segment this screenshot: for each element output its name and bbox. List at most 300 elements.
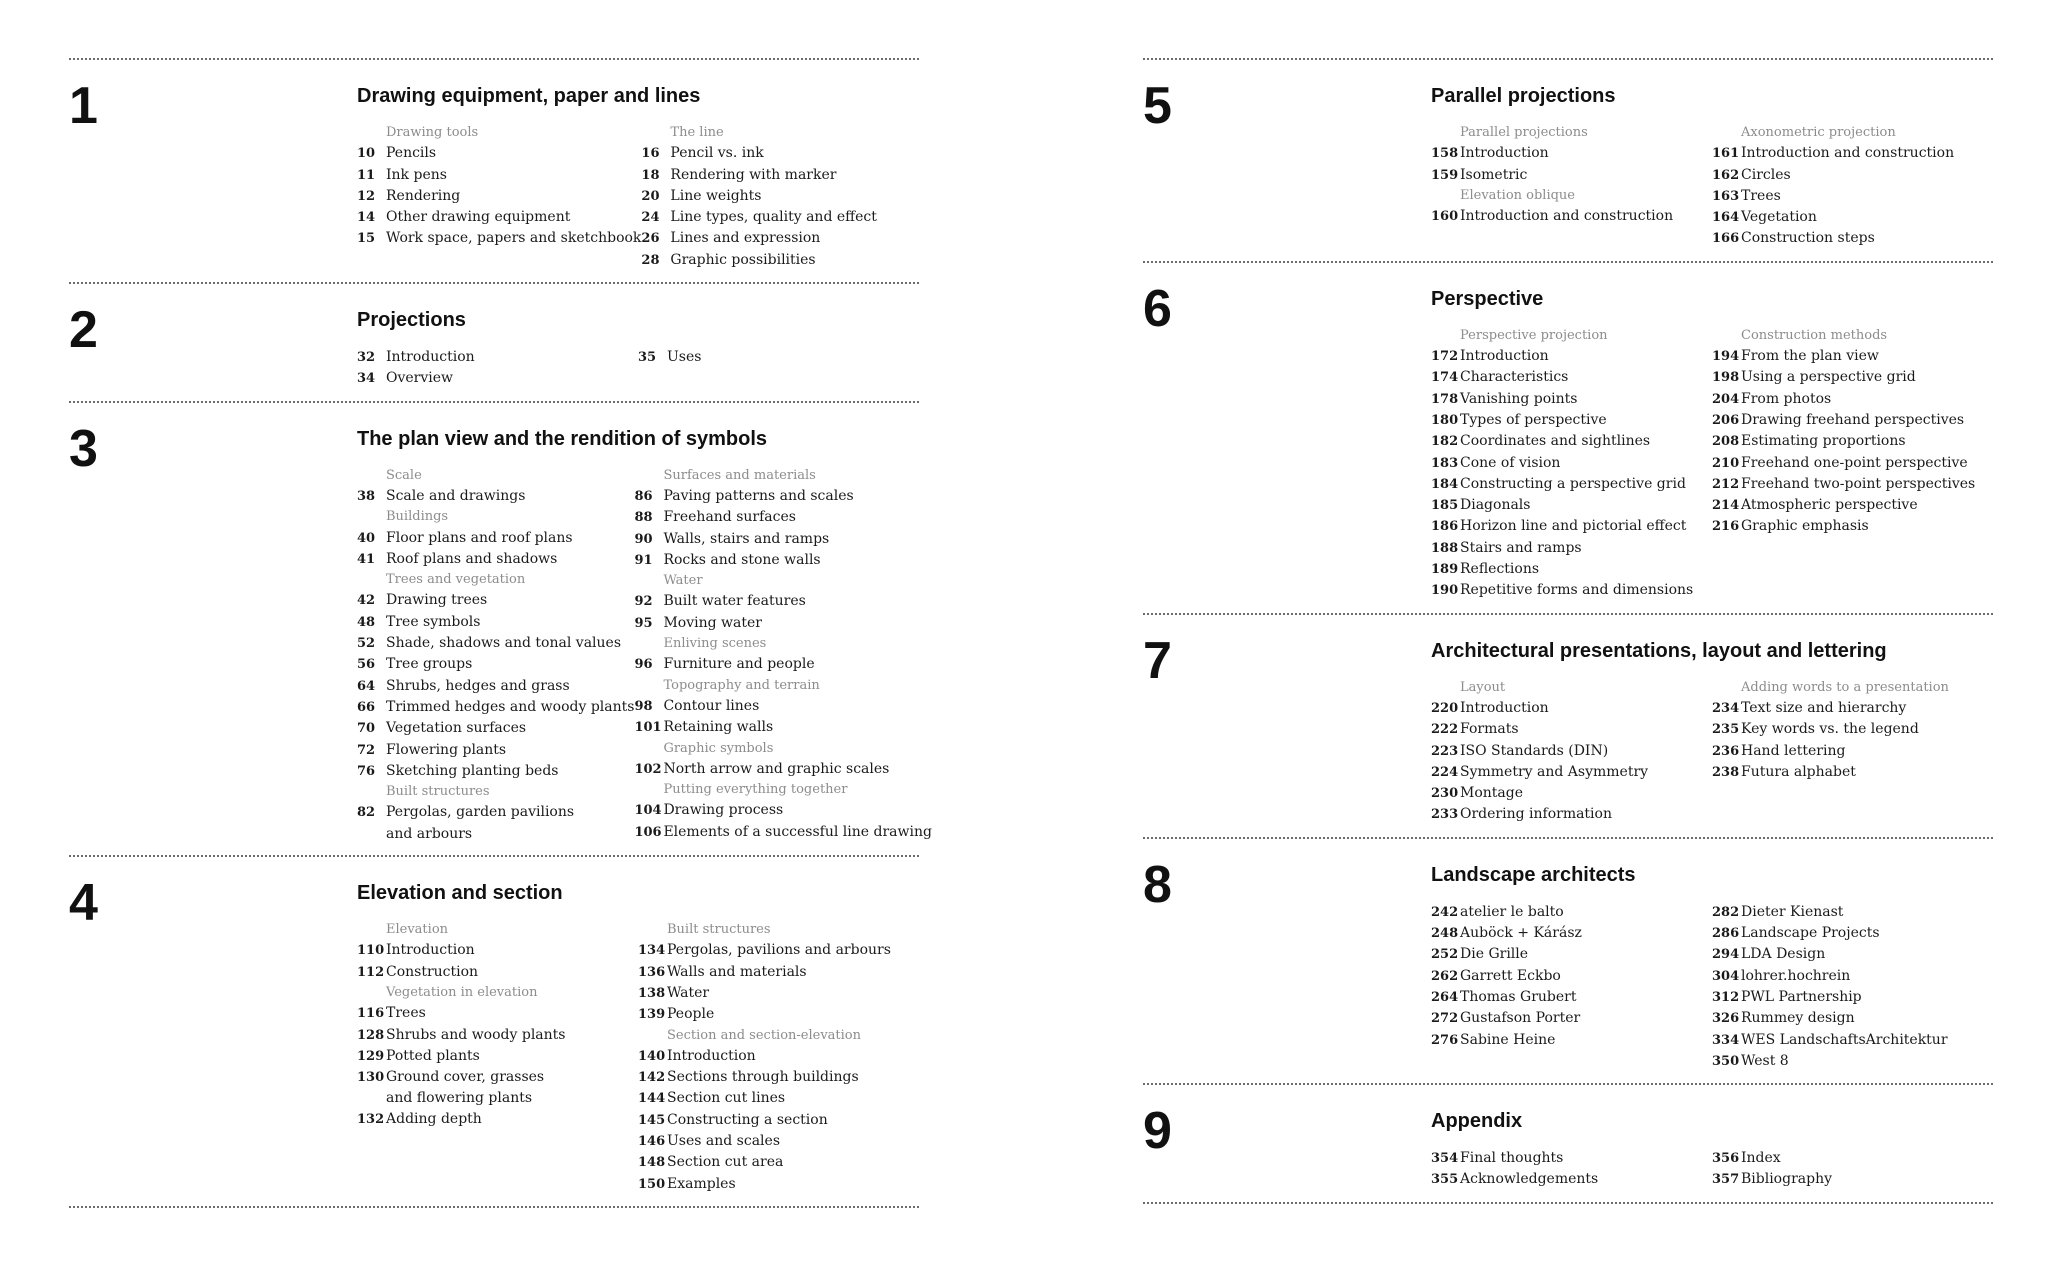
entry-title: Line weights bbox=[670, 187, 762, 204]
page-number: 82 bbox=[357, 805, 376, 821]
toc-entry[interactable] bbox=[1712, 367, 1993, 388]
toc-entry[interactable] bbox=[638, 347, 919, 368]
page-number: 140 bbox=[638, 1048, 666, 1064]
chapter-number: 9 bbox=[1143, 1102, 1172, 1161]
page-number: 161 bbox=[1712, 146, 1740, 162]
toc-entry[interactable] bbox=[634, 717, 923, 738]
toc-entry[interactable] bbox=[634, 507, 923, 528]
toc-entry[interactable] bbox=[1431, 966, 1712, 987]
page-number: 86 bbox=[634, 488, 653, 504]
entry-title: Rummey design bbox=[1741, 1010, 1855, 1027]
page-number: 166 bbox=[1712, 231, 1740, 247]
chapter-body bbox=[1431, 263, 1993, 613]
toc-entry[interactable] bbox=[641, 207, 919, 228]
page-number: 188 bbox=[1431, 540, 1459, 556]
toc-entry[interactable] bbox=[634, 800, 923, 821]
toc-entry[interactable] bbox=[1431, 944, 1712, 965]
entry-title: Introduction and construction bbox=[1460, 208, 1674, 225]
toc-entry[interactable] bbox=[1431, 783, 1712, 804]
toc-entry[interactable] bbox=[634, 654, 923, 675]
toc-entry[interactable] bbox=[357, 1046, 638, 1067]
page-number: 150 bbox=[638, 1176, 666, 1192]
toc-entry[interactable] bbox=[638, 1174, 919, 1195]
toc-entry[interactable] bbox=[638, 962, 919, 983]
toc-entry[interactable] bbox=[357, 1109, 638, 1130]
entry-title: Sketching planting beds bbox=[386, 762, 559, 779]
page-number: 139 bbox=[638, 1007, 666, 1023]
page-number: 41 bbox=[357, 551, 376, 567]
entry-title: Stairs and ramps bbox=[1460, 539, 1582, 556]
page-number: 238 bbox=[1712, 764, 1740, 780]
entry-title: Auböck + Kárász bbox=[1460, 925, 1582, 942]
page-number: 52 bbox=[357, 636, 376, 652]
entry-title: Tree symbols bbox=[386, 613, 481, 630]
page-number: 264 bbox=[1431, 989, 1459, 1005]
entry-title: Rendering bbox=[386, 187, 461, 204]
chapter-body bbox=[357, 857, 919, 1206]
page-number: 354 bbox=[1431, 1151, 1459, 1167]
chapter-section bbox=[69, 284, 919, 401]
entry-title: From photos bbox=[1741, 390, 1832, 407]
toc-entry[interactable] bbox=[1712, 1148, 1993, 1169]
chapter-section bbox=[69, 60, 919, 282]
toc-entry[interactable] bbox=[357, 654, 634, 675]
toc-entry[interactable] bbox=[638, 983, 919, 1004]
page-number: 234 bbox=[1712, 700, 1740, 716]
page-number: 138 bbox=[638, 985, 666, 1001]
page-number: 70 bbox=[357, 721, 376, 737]
toc-entry[interactable] bbox=[1712, 944, 1993, 965]
page-number: 15 bbox=[357, 231, 376, 247]
toc-entry[interactable] bbox=[641, 228, 919, 249]
chapter-section bbox=[1143, 60, 1993, 261]
toc-entry[interactable] bbox=[1712, 987, 1993, 1008]
entry-title: Overview bbox=[386, 370, 454, 387]
chapter-entries bbox=[1431, 678, 1993, 826]
toc-entry[interactable] bbox=[1431, 367, 1712, 388]
entry-title: Diagonals bbox=[1460, 497, 1531, 514]
toc-entry[interactable] bbox=[357, 590, 634, 611]
entry-title: Montage bbox=[1460, 785, 1523, 802]
chapter-title: Drawing equipment, paper and lines bbox=[357, 85, 701, 107]
entry-title: WES LandschaftsArchitektur bbox=[1741, 1031, 1948, 1048]
toc-subheading: Water bbox=[663, 573, 703, 589]
toc-entry[interactable] bbox=[357, 940, 638, 961]
toc-entry[interactable] bbox=[1431, 923, 1712, 944]
page-number: 235 bbox=[1712, 722, 1740, 738]
entry-title: Shrubs, hedges and grass bbox=[386, 677, 570, 694]
toc-entry[interactable] bbox=[638, 1088, 919, 1109]
toc-column bbox=[1712, 326, 1993, 602]
toc-entry[interactable] bbox=[1431, 762, 1712, 783]
toc-entry[interactable] bbox=[1712, 966, 1993, 987]
page-number: 48 bbox=[357, 614, 376, 630]
entry-title: Graphic possibilities bbox=[670, 251, 816, 268]
entry-title: Trees bbox=[386, 1005, 426, 1022]
toc-entry[interactable] bbox=[1712, 186, 1993, 207]
chapter-title: Appendix bbox=[1431, 1110, 1523, 1133]
entry-title: Pencils bbox=[386, 145, 437, 162]
chapter-number: 7 bbox=[1143, 631, 1172, 690]
entry-title: Symmetry and Asymmetry bbox=[1460, 763, 1649, 780]
toc-entry[interactable] bbox=[1712, 346, 1993, 367]
toc-entry[interactable] bbox=[1712, 762, 1993, 783]
page-number: 216 bbox=[1712, 519, 1740, 535]
chapter-entries bbox=[357, 920, 919, 1195]
entry-title: Adding depth bbox=[386, 1110, 482, 1127]
toc-entry[interactable] bbox=[638, 1046, 919, 1067]
entry-title: Formats bbox=[1460, 721, 1519, 738]
toc-column bbox=[641, 123, 919, 271]
page-number: 146 bbox=[638, 1133, 666, 1149]
entry-title: Sabine Heine bbox=[1460, 1031, 1556, 1048]
toc-entry[interactable] bbox=[1712, 143, 1993, 164]
page-number: 12 bbox=[357, 188, 376, 204]
toc-entry[interactable] bbox=[1712, 474, 1993, 495]
page-number: 204 bbox=[1712, 391, 1740, 407]
toc-entry[interactable] bbox=[1431, 165, 1712, 186]
page-number: 212 bbox=[1712, 476, 1740, 492]
toc-entry[interactable] bbox=[357, 962, 638, 983]
toc-entry[interactable] bbox=[641, 143, 919, 164]
entry-title: Introduction bbox=[1460, 145, 1549, 162]
toc-subheading: Section and section-elevation bbox=[667, 1027, 862, 1043]
page-number: 252 bbox=[1431, 947, 1459, 963]
dotted-divider bbox=[1143, 1202, 1993, 1204]
toc-entry[interactable] bbox=[357, 143, 641, 164]
page-number: 276 bbox=[1431, 1032, 1459, 1048]
toc-entry[interactable] bbox=[1431, 495, 1712, 516]
toc-entry[interactable] bbox=[1431, 206, 1712, 227]
toc-entry[interactable] bbox=[1712, 516, 1993, 537]
toc-entry[interactable] bbox=[638, 1110, 919, 1131]
toc-entry[interactable] bbox=[634, 486, 923, 507]
toc-entry[interactable] bbox=[1431, 698, 1712, 719]
toc-entry[interactable] bbox=[357, 549, 634, 570]
chapter-title: Parallel projections bbox=[1431, 85, 1616, 107]
page-number: 88 bbox=[634, 510, 653, 526]
toc-entry[interactable] bbox=[1431, 1008, 1712, 1029]
toc-entry[interactable] bbox=[1712, 741, 1993, 762]
toc-entry[interactable] bbox=[1712, 165, 1993, 186]
entry-title: Ink pens bbox=[386, 166, 447, 183]
toc-subheading: Built structures bbox=[386, 784, 490, 800]
page-number: 312 bbox=[1712, 989, 1740, 1005]
toc-entry[interactable] bbox=[1712, 228, 1993, 249]
page-number: 24 bbox=[641, 210, 660, 226]
toc-entry[interactable] bbox=[357, 676, 634, 697]
toc-column bbox=[634, 466, 932, 844]
toc-column bbox=[1431, 1148, 1712, 1191]
chapter-number: 5 bbox=[1143, 77, 1172, 135]
entry-title: Drawing trees bbox=[386, 592, 488, 609]
toc-entry[interactable] bbox=[1712, 1008, 1993, 1029]
toc-entry[interactable] bbox=[1712, 719, 1993, 740]
toc-subheading: Topography and terrain bbox=[663, 677, 820, 693]
page-number: 102 bbox=[634, 761, 662, 777]
page-number: 10 bbox=[357, 146, 376, 162]
toc-subheading: Parallel projections bbox=[1460, 125, 1588, 140]
toc-subheading: Axonometric projection bbox=[1741, 125, 1896, 140]
toc-subheading: Buildings bbox=[386, 509, 449, 525]
chapter-number: 3 bbox=[69, 419, 98, 478]
toc-entry[interactable] bbox=[1431, 902, 1712, 923]
toc-entry[interactable] bbox=[1712, 1030, 1993, 1051]
toc-entry[interactable] bbox=[1431, 1030, 1712, 1051]
toc-column bbox=[1712, 1148, 1993, 1191]
entry-title: Sections through buildings bbox=[667, 1069, 859, 1086]
page-number: 72 bbox=[357, 742, 376, 758]
toc-entry[interactable] bbox=[357, 368, 638, 389]
page-number: 357 bbox=[1712, 1172, 1740, 1188]
dotted-divider bbox=[69, 1206, 919, 1208]
page-number: 326 bbox=[1712, 1011, 1740, 1027]
page-number: 90 bbox=[634, 531, 653, 547]
page-number: 286 bbox=[1712, 926, 1740, 942]
page-number: 194 bbox=[1712, 349, 1740, 365]
entry-title: Constructing a section bbox=[667, 1111, 828, 1128]
toc-entry[interactable] bbox=[638, 1004, 919, 1025]
entry-title: Text size and hierarchy bbox=[1741, 699, 1907, 716]
page-number: 185 bbox=[1431, 498, 1459, 514]
toc-entry[interactable] bbox=[1431, 804, 1712, 825]
toc-entry[interactable] bbox=[357, 1025, 638, 1046]
page-number: 18 bbox=[641, 167, 660, 183]
entry-title: Cone of vision bbox=[1460, 454, 1561, 471]
entry-title: Shrubs and woody plants bbox=[386, 1026, 566, 1043]
toc-subheading: Graphic symbols bbox=[663, 740, 774, 756]
entry-title: Paving patterns and scales bbox=[663, 487, 854, 504]
page-number: 356 bbox=[1712, 1151, 1740, 1167]
toc-entry[interactable] bbox=[1431, 431, 1712, 452]
toc-entry[interactable] bbox=[1431, 987, 1712, 1008]
entry-title: Line types, quality and effect bbox=[670, 209, 877, 226]
toc-entry[interactable] bbox=[1712, 453, 1993, 474]
toc-subheading: Vegetation in elevation bbox=[386, 984, 538, 1000]
toc-entry[interactable] bbox=[634, 696, 923, 717]
page-number: 64 bbox=[357, 678, 376, 694]
chapter-body bbox=[1431, 615, 1993, 837]
entry-title: Dieter Kienast bbox=[1741, 903, 1844, 920]
entry-title: Shade, shadows and tonal values bbox=[386, 635, 621, 652]
toc-entry[interactable] bbox=[357, 802, 634, 823]
toc-entry[interactable] bbox=[1431, 1148, 1712, 1169]
chapter-number: 6 bbox=[1143, 279, 1172, 338]
toc-entry[interactable] bbox=[357, 207, 641, 228]
entry-title: Introduction bbox=[386, 349, 475, 366]
toc-entry[interactable] bbox=[1712, 389, 1993, 410]
entry-title: Trimmed hedges and woody plants bbox=[386, 698, 635, 715]
toc-entry[interactable] bbox=[1431, 453, 1712, 474]
page-number: 186 bbox=[1431, 519, 1459, 535]
toc-entry[interactable] bbox=[1431, 143, 1712, 164]
entry-title: Walls and materials bbox=[667, 963, 807, 980]
page-number: 132 bbox=[357, 1111, 385, 1127]
toc-entry[interactable] bbox=[1712, 410, 1993, 431]
toc-entry[interactable] bbox=[1712, 207, 1993, 228]
toc-entry[interactable] bbox=[1712, 902, 1993, 923]
page-number: 172 bbox=[1431, 349, 1459, 365]
page-number: 182 bbox=[1431, 434, 1459, 450]
chapter-section bbox=[1143, 615, 1993, 837]
page-number: 242 bbox=[1431, 904, 1459, 920]
entry-title: Reflections bbox=[1460, 561, 1540, 578]
toc-entry[interactable] bbox=[357, 186, 641, 207]
page-number: 158 bbox=[1431, 146, 1459, 162]
toc-subheading: The line bbox=[670, 125, 724, 140]
entry-title: Trees bbox=[1741, 187, 1781, 204]
toc-entry[interactable] bbox=[638, 1131, 919, 1152]
page-number: 38 bbox=[357, 488, 376, 504]
toc-entry[interactable] bbox=[357, 228, 641, 249]
page-number: 222 bbox=[1431, 722, 1459, 738]
chapter-title: Perspective bbox=[1431, 287, 1544, 310]
page-number: 98 bbox=[634, 698, 653, 714]
entry-title: Estimating proportions bbox=[1741, 433, 1906, 450]
page-number: 110 bbox=[357, 943, 385, 959]
entry-title: Isometric bbox=[1460, 166, 1528, 183]
toc-entry[interactable] bbox=[357, 1067, 638, 1088]
entry-title: Potted plants bbox=[386, 1047, 480, 1064]
toc-entry[interactable] bbox=[641, 186, 919, 207]
entry-title: Introduction bbox=[386, 942, 475, 959]
page-number: 355 bbox=[1431, 1172, 1459, 1188]
toc-subheading: Trees and vegetation bbox=[386, 572, 526, 588]
chapter-body bbox=[1431, 1085, 1993, 1202]
toc-entry[interactable] bbox=[357, 633, 634, 654]
toc-entry[interactable] bbox=[1431, 346, 1712, 367]
toc-entry[interactable] bbox=[357, 697, 634, 718]
toc-entry[interactable] bbox=[1431, 389, 1712, 410]
entry-title: Construction steps bbox=[1741, 230, 1875, 247]
toc-entry[interactable] bbox=[1431, 719, 1712, 740]
toc-entry[interactable] bbox=[357, 612, 634, 633]
toc-subheading: Elevation oblique bbox=[1460, 187, 1576, 203]
entry-title: People bbox=[667, 1006, 715, 1023]
toc-entry[interactable] bbox=[641, 250, 919, 271]
toc-column bbox=[1431, 902, 1712, 1072]
toc-column bbox=[357, 123, 641, 271]
toc-entry[interactable] bbox=[357, 347, 638, 368]
page-number: 106 bbox=[634, 824, 662, 840]
toc-subheading: Drawing tools bbox=[386, 125, 479, 140]
entry-title: Key words vs. the legend bbox=[1741, 721, 1919, 738]
toc-entry[interactable] bbox=[357, 1003, 638, 1024]
page-number: 116 bbox=[357, 1006, 385, 1022]
toc-entry[interactable] bbox=[1431, 474, 1712, 495]
chapter-section bbox=[1143, 263, 1993, 613]
entry-title: West 8 bbox=[1741, 1052, 1789, 1069]
chapter-entries bbox=[1431, 1148, 1993, 1191]
toc-entry[interactable] bbox=[1712, 495, 1993, 516]
toc-entry[interactable] bbox=[1712, 431, 1993, 452]
toc-entry[interactable] bbox=[1431, 410, 1712, 431]
toc-entry[interactable] bbox=[1431, 580, 1712, 601]
toc-column bbox=[1431, 326, 1712, 602]
entry-title: Freehand two-point perspectives bbox=[1741, 475, 1976, 492]
entry-title: Characteristics bbox=[1460, 369, 1569, 386]
entry-title: Graphic emphasis bbox=[1741, 518, 1869, 535]
entry-title: Rocks and stone walls bbox=[663, 551, 821, 568]
page-number: 163 bbox=[1712, 188, 1740, 204]
chapter-entries bbox=[1431, 326, 1993, 602]
entry-title: Final thoughts bbox=[1460, 1150, 1564, 1167]
entry-title: Thomas Grubert bbox=[1460, 988, 1577, 1005]
toc-entry[interactable] bbox=[1431, 741, 1712, 762]
toc-entry[interactable] bbox=[1712, 1169, 1993, 1190]
page-number: 92 bbox=[634, 594, 653, 610]
page-number: 189 bbox=[1431, 562, 1459, 578]
toc-entry[interactable] bbox=[638, 1152, 919, 1173]
toc-entry[interactable] bbox=[357, 165, 641, 186]
toc-entry[interactable] bbox=[357, 718, 634, 739]
entry-title: Futura alphabet bbox=[1741, 763, 1856, 780]
toc-column bbox=[357, 466, 634, 844]
entry-title: Scale and drawings bbox=[386, 487, 526, 504]
page-number: 129 bbox=[357, 1048, 385, 1064]
page-number: 223 bbox=[1431, 743, 1459, 759]
chapter-body bbox=[1431, 839, 1993, 1083]
entry-title: Circles bbox=[1741, 166, 1791, 183]
entry-title: Drawing freehand perspectives bbox=[1741, 411, 1965, 428]
chapter-entries bbox=[1431, 123, 1993, 250]
page-number: 112 bbox=[357, 964, 385, 980]
toc-entry[interactable] bbox=[1431, 559, 1712, 580]
entry-title: Roof plans and shadows bbox=[386, 550, 558, 567]
page-number: 236 bbox=[1712, 743, 1740, 759]
toc-entry[interactable] bbox=[634, 613, 923, 634]
toc-entry[interactable] bbox=[357, 740, 634, 761]
chapter-entries bbox=[1431, 902, 1993, 1072]
toc-entry[interactable] bbox=[357, 528, 634, 549]
page-number: 198 bbox=[1712, 370, 1740, 386]
toc-entry[interactable] bbox=[634, 822, 932, 843]
entry-title: Index bbox=[1741, 1150, 1781, 1167]
toc-entry[interactable] bbox=[634, 759, 923, 780]
toc-entry[interactable] bbox=[634, 529, 923, 550]
entry-title: Landscape Projects bbox=[1741, 925, 1880, 942]
toc-entry[interactable] bbox=[357, 761, 634, 782]
toc-entry[interactable] bbox=[1431, 516, 1712, 537]
chapter-body bbox=[357, 403, 932, 855]
entry-title: Types of perspective bbox=[1460, 411, 1607, 428]
toc-entry[interactable] bbox=[634, 550, 923, 571]
toc-entry[interactable] bbox=[1431, 1169, 1712, 1190]
toc-entry[interactable] bbox=[357, 486, 634, 507]
entry-title: Retaining walls bbox=[663, 719, 774, 736]
toc-entry[interactable] bbox=[1712, 1051, 1993, 1072]
page-number: 142 bbox=[638, 1070, 666, 1086]
entry-title: Atmospheric perspective bbox=[1741, 497, 1918, 514]
entry-title: Introduction bbox=[667, 1047, 756, 1064]
toc-entry[interactable] bbox=[1712, 698, 1993, 719]
entry-title: Built water features bbox=[663, 593, 806, 610]
toc-subheading: Enliving scenes bbox=[663, 636, 767, 652]
entry-title: Garrett Eckbo bbox=[1460, 967, 1561, 984]
toc-entry[interactable] bbox=[641, 165, 919, 186]
entry-title: Repetitive forms and dimensions bbox=[1460, 582, 1694, 599]
toc-entry[interactable] bbox=[1712, 923, 1993, 944]
page-number: 208 bbox=[1712, 434, 1740, 450]
toc-entry[interactable] bbox=[638, 940, 919, 961]
page-number: 28 bbox=[641, 252, 660, 268]
right-page-contents bbox=[1143, 58, 1993, 1204]
toc-column bbox=[1712, 123, 1993, 250]
toc-entry[interactable] bbox=[634, 591, 923, 612]
toc-entry[interactable] bbox=[1431, 538, 1712, 559]
entry-title: Rendering with marker bbox=[670, 166, 837, 183]
toc-entry[interactable] bbox=[638, 1067, 919, 1088]
